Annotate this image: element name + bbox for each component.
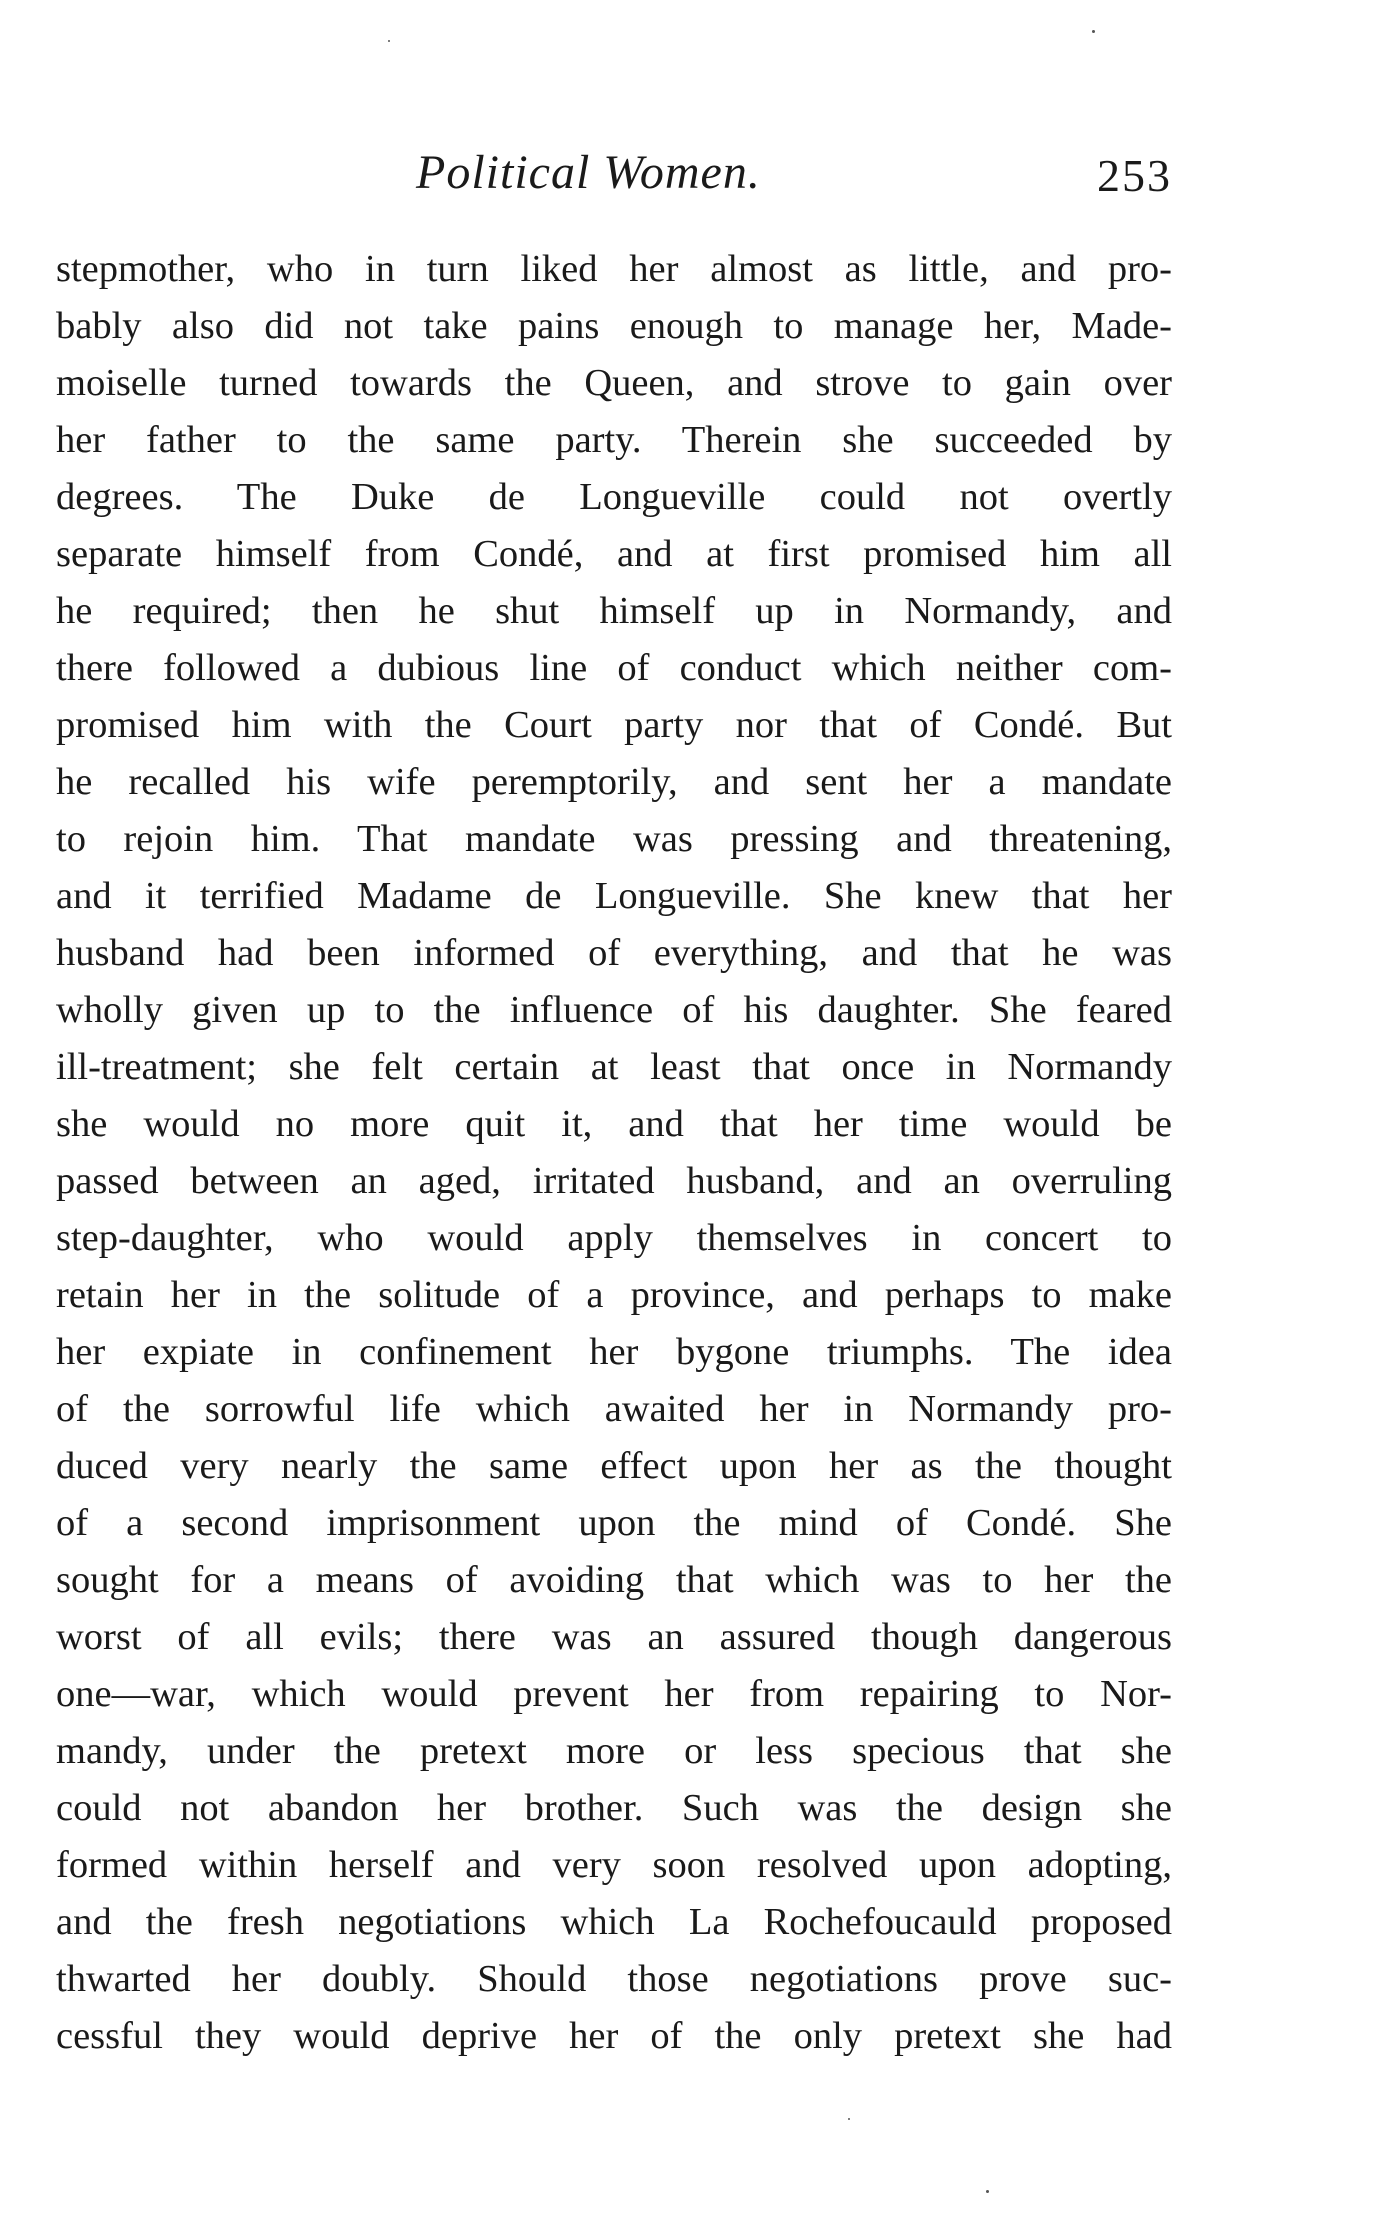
text-line: she would no more quit it, and that her time would be	[56, 1103, 1172, 1145]
running-title: Political Women.	[416, 146, 761, 199]
text-line: separate himself from Condé, and at first promised him all	[56, 533, 1172, 575]
text-line: wholly given up to the influence of his daughter. She feared	[56, 989, 1172, 1031]
scan-speck	[388, 40, 390, 42]
text-line: sought for a means of avoiding that which was to her the	[56, 1559, 1172, 1601]
text-line: formed within herself and very soon resolved upon adopting,	[56, 1844, 1172, 1886]
text-line: thwarted her doubly. Should those negotiations prove suc-	[56, 1958, 1172, 2000]
text-line: her father to the same party. Therein she succeeded by	[56, 419, 1172, 461]
text-line: mandy, under the pretext more or less specious that she	[56, 1730, 1172, 1772]
text-line: duced very nearly the same effect upon her as the thought	[56, 1445, 1172, 1487]
text-line: of the sorrowful life which awaited her in Normandy pro-	[56, 1388, 1172, 1430]
text-line: he recalled his wife peremptorily, and sent her a mandate	[56, 761, 1172, 803]
text-line: and it terrified Madame de Longueville. She knew that her	[56, 875, 1172, 917]
text-line: husband had been informed of everything, and that he was	[56, 932, 1172, 974]
page-header	[56, 145, 1172, 205]
text-line: ill-treatment; she felt certain at least that once in Normandy	[56, 1046, 1172, 1088]
text-line: her expiate in confinement her bygone triumphs. The idea	[56, 1331, 1172, 1373]
text-line: to rejoin him. That mandate was pressing and threatening,	[56, 818, 1172, 860]
text-line: could not abandon her brother. Such was the design she	[56, 1787, 1172, 1829]
text-line: degrees. The Duke de Longueville could not overtly	[56, 476, 1172, 518]
text-line: promised him with the Court party nor that of Condé. But	[56, 704, 1172, 746]
text-line: cessful they would deprive her of the only pretext she had	[56, 2015, 1172, 2057]
text-line: he required; then he shut himself up in Normandy, and	[56, 590, 1172, 632]
text-line: bably also did not take pains enough to manage her, Made-	[56, 305, 1172, 347]
text-line: passed between an aged, irritated husband, and an overruling	[56, 1160, 1172, 1202]
text-line: retain her in the solitude of a province, and perhaps to make	[56, 1274, 1172, 1316]
text-line: moiselle turned towards the Queen, and strove to gain over	[56, 362, 1172, 404]
scan-speck	[986, 2190, 989, 2193]
text-line: there followed a dubious line of conduct which neither com-	[56, 647, 1172, 689]
scan-speck	[1092, 30, 1095, 33]
text-line: step-daughter, who would apply themselves in concert to	[56, 1217, 1172, 1259]
page-number: 253	[1097, 150, 1172, 201]
text-line: one—war, which would prevent her from repairing to Nor-	[56, 1673, 1172, 1715]
text-line: worst of all evils; there was an assured though dangerous	[56, 1616, 1172, 1658]
body-text	[56, 241, 1172, 2065]
scan-speck	[848, 2118, 850, 2120]
text-line: and the fresh negotiations which La Rochefoucauld proposed	[56, 1901, 1172, 1943]
text-line: stepmother, who in turn liked her almost as little, and pro-	[56, 248, 1172, 290]
text-line: of a second imprisonment upon the mind of Condé. She	[56, 1502, 1172, 1544]
